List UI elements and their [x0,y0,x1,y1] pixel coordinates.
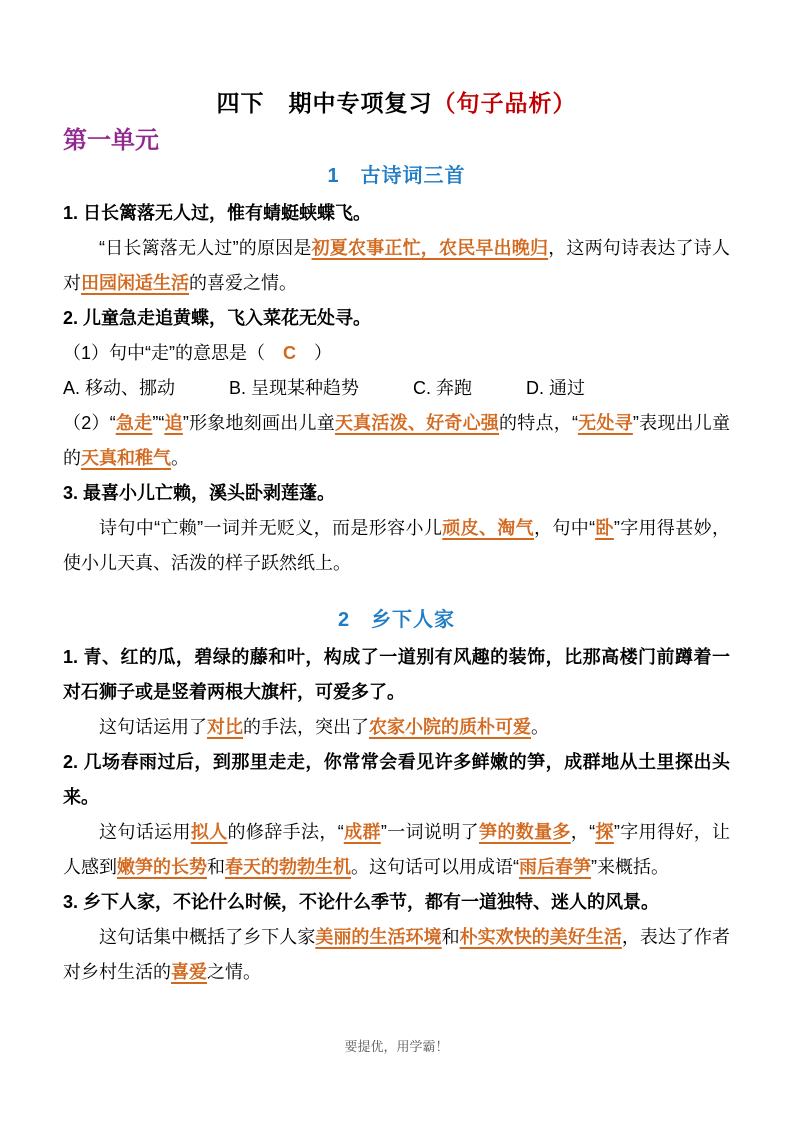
analysis-paragraph [63,815,730,885]
analysis-paragraph [63,231,730,301]
text-run: 。这句话可以用成语“ [351,857,519,877]
analysis-paragraph [63,710,730,745]
text-run: ”来概括。 [591,857,669,877]
text-run: ”一词说明了 [380,822,479,842]
text-run: 之情。 [207,962,261,982]
document-content [63,88,730,990]
item-sentence [63,640,730,710]
item-sentence [63,476,730,511]
lesson-section-heading: 2 乡下人家 [337,609,456,631]
text-run: 2. 儿童急走追黄蝶，飞入菜花无处寻。 [63,308,372,328]
highlighted-answer-text: 顽皮、淘气 [442,518,535,538]
highlighted-answer-text: 卧 [595,518,614,538]
text-run: ”字用得甚妙，使小儿天真、活泼的样子跃然纸上。 [63,518,731,573]
item-sentence [63,301,730,336]
text-run: 的喜爱之情。 [189,273,297,293]
item-sentence [63,196,730,231]
lesson-section-heading: 1 古诗词三首 [327,165,466,187]
text-run: 和 [441,927,460,947]
answer-letter: C [283,343,296,363]
highlighted-answer-text: 嫩笋的长势 [117,857,207,877]
highlighted-answer-text: 成群 [343,822,381,842]
text-run: 。 [531,717,549,737]
text-run: A. 移动、挪动 B. 呈现某种趋势 C. 奔跑 D. 通过 [63,378,586,398]
text-run: 1. 青、红的瓜，碧绿的藤和叶，构成了一道别有风趣的装饰，比那高楼门前蹲着一对石狮子或是竖着两根大旗杆，可爱多了。 [63,647,730,702]
analysis-paragraph [63,406,730,476]
highlighted-answer-text: 笋的数量多 [478,822,571,842]
item-sentence [63,745,730,815]
text-run: 和 [207,857,225,877]
text-run: 这句话运用 [99,822,191,842]
highlighted-answer-text: 农家小院的质朴可爱 [369,717,531,737]
page-title [63,88,730,118]
text-run: ”表现出儿童的 [63,413,731,468]
document-body [63,124,730,990]
page-title-main: 四下 期中专项复习 [216,90,433,116]
highlighted-answer-text: 春天的勃勃生机 [225,857,351,877]
text-run: （2）“ [63,413,116,433]
text-run: 的特点，“ [499,413,578,433]
text-run: 诗句中“亡赖”一词并无贬义，而是形容小儿 [99,518,443,538]
text-run: 这句话运用了 [99,717,207,737]
highlighted-answer-text: 田园闲适生活 [81,273,189,293]
text-run: ”字用得好，让人感到 [63,822,731,877]
highlighted-answer-text: 喜爱 [171,962,207,982]
text-run: ，表达了作者对乡村生活的 [63,927,731,982]
highlighted-answer-text: 美丽的生活环境 [315,927,442,947]
text-run: 的修辞手法，“ [227,822,344,842]
unit-heading: 第一单元 [63,127,159,154]
text-run: ，“ [570,822,596,842]
text-run: （1）句中“走”的意思是（ [63,343,283,363]
text-run: ”“ [152,413,165,433]
page-footer-slogan: 要提优，用学霸！ [344,1039,449,1054]
text-run: 1. 日长篱落无人过，惟有蜻蜓蛱蝶飞。 [63,203,372,223]
highlighted-answer-text: 朴实欢快的美好生活 [459,927,622,947]
analysis-paragraph [63,920,730,990]
highlighted-answer-text: 初夏农事正忙，农民早出晚归 [311,238,549,258]
highlighted-answer-text: 追 [164,413,183,433]
text-run: 2. 几场春雨过后，到那里走走，你常常会看见许多鲜嫩的笋，成群地从土里探出头来。 [63,752,730,807]
highlighted-answer-text: 无处寻 [577,413,633,433]
highlighted-answer-text: 急走 [115,413,153,433]
text-run: 的手法，突出了 [243,717,369,737]
analysis-paragraph [63,511,730,581]
text-run: 3. 最喜小儿亡赖，溪头卧剥莲蓬。 [63,483,336,503]
highlighted-answer-text: 拟人 [190,822,228,842]
item-sentence [63,885,730,920]
text-run: 3. 乡下人家，不论什么时候，不论什么季节，都有一道独特、迷人的风景。 [63,892,660,912]
highlighted-answer-text: 天真和稚气 [81,448,171,468]
text-run: ） [296,343,332,363]
text-run: 。 [171,448,189,468]
text-run: ，句中“ [534,518,596,538]
highlighted-answer-text: 雨后春笋 [519,857,591,877]
page-title-accent: （句子品析） [432,90,577,116]
highlighted-answer-text: 探 [595,822,614,842]
text-run: ”形象地刻画出儿童 [182,413,335,433]
analysis-paragraph [63,371,730,406]
analysis-paragraph [63,336,730,371]
text-run: “日长篱落无人过”的原因是 [99,238,312,258]
text-run: ，这两句诗表达了诗人对 [63,238,731,293]
highlighted-answer-text: 对比 [207,717,243,737]
text-run: 这句话集中概括了乡下人家 [99,927,316,947]
highlighted-answer-text: 天真活泼、好奇心强 [334,413,500,433]
